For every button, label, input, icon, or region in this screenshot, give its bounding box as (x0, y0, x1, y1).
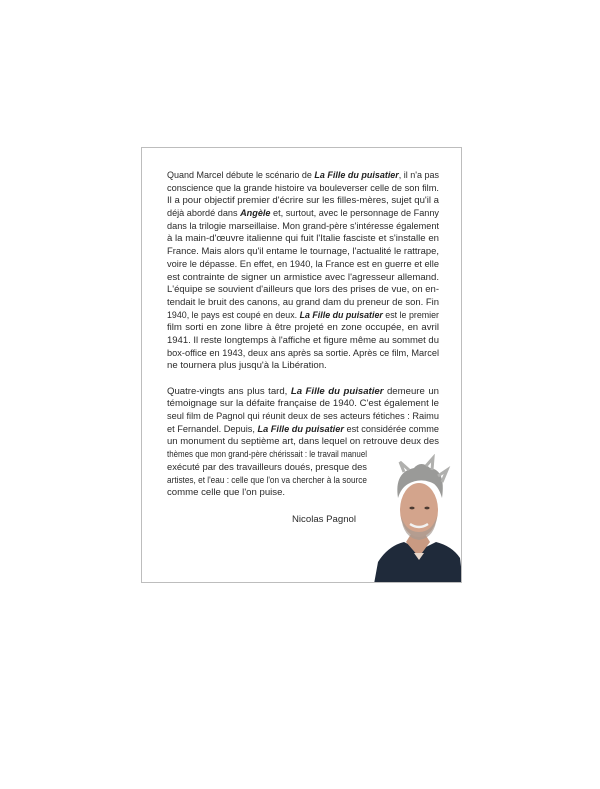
text-line-content (167, 170, 439, 183)
text-line-content (167, 297, 439, 310)
text-segment: L'équipe se souvient d'ailleurs que lors des prises de vue, on en- (167, 284, 440, 296)
text-line-content (167, 272, 439, 285)
text-line (167, 449, 367, 462)
text-segment: et Fernandel. Depuis, (167, 423, 258, 435)
text-segment: est considérée comme (343, 423, 439, 435)
text-line (167, 284, 439, 297)
text-line (167, 424, 439, 437)
text-line (167, 436, 439, 449)
text-line-content (167, 487, 285, 500)
film-title: Angèle (240, 208, 271, 220)
text-segment: , il n'a pas (398, 170, 440, 181)
text-line (167, 462, 367, 475)
text-line-content (167, 360, 327, 373)
text-line-content (167, 284, 439, 297)
film-title: La Fille du puisatier (257, 423, 344, 435)
text-segment: tendait le bruit des canons, au grand dam du preneur de son. Fin (167, 296, 440, 308)
text-segment: ne tournera plus jusqu'à la Libération. (167, 360, 327, 372)
text-segment: seul film de Pagnol qui réunit deux de ses acteurs fétiches : Raimu (167, 411, 439, 423)
text-segment: témoignage sur la défaite française de 1940. C'est également le (167, 398, 439, 410)
text-line (167, 297, 439, 310)
text-line-content (167, 462, 367, 475)
text-segment: film sorti en zone libre à être projeté en zone occupée, en avril (167, 322, 439, 334)
text-line (167, 475, 367, 488)
author-photo (374, 454, 462, 583)
text-segment: exécuté par des travailleurs doués, presque des (167, 461, 367, 473)
text-line-content (167, 436, 439, 449)
text-segment: 1941. Il reste longtemps à l'affiche et figure même au sommet du (167, 334, 439, 346)
text-line-content (167, 322, 439, 335)
text-line (167, 233, 439, 246)
text-line (167, 348, 439, 361)
text-line (167, 398, 439, 411)
text-segment: conscience que la grande histoire va bouleverser celle de son film. (167, 182, 440, 194)
text-segment: un monument du septième art, dans lequel on retrouve deux des (167, 436, 440, 448)
text-segment: France. Mais alors qu'il entame le tournage, l'actualité le rattrape, (167, 246, 439, 258)
text-line (167, 246, 439, 259)
text-line (167, 310, 439, 323)
text-line-content (167, 195, 439, 208)
text-line-content (167, 233, 439, 246)
film-title: La Fille du puisatier (299, 309, 383, 321)
author-signature: Nicolas Pagnol (292, 514, 356, 525)
text-line-content (167, 259, 439, 272)
paragraph-gap (167, 373, 439, 386)
body-text (167, 170, 439, 500)
text-segment: comme celle que l'on puise. (167, 487, 286, 499)
text-segment: est le premier (382, 309, 439, 321)
text-segment: à la main-d'œuvre italienne qui fuit l'Italie fasciste et s'installe en (167, 233, 439, 245)
text-line (167, 272, 439, 285)
text-segment: 1940, le pays est coupé en deux. (167, 309, 300, 321)
text-line-content (167, 310, 439, 323)
text-line (167, 487, 367, 500)
text-line (167, 183, 439, 196)
text-line-content (167, 183, 439, 196)
text-line-content (167, 246, 439, 259)
text-line (167, 386, 439, 399)
text-segment: est contrainte de signer un armistice avec l'agresseur allemand. (167, 271, 440, 283)
text-segment: et, surtout, avec le personnage de Fanny (270, 208, 439, 220)
text-line (167, 360, 439, 373)
text-line (167, 170, 439, 183)
text-line-content (167, 475, 367, 488)
text-line (167, 208, 439, 221)
text-line-content (167, 221, 439, 234)
text-segment: artistes, et l'eau : celle que l'on va chercher à la source (167, 474, 367, 486)
text-segment: Quand Marcel débute le scénario de (167, 170, 315, 181)
text-line-content (167, 449, 367, 462)
text-line (167, 259, 439, 272)
text-segment: demeure un (383, 385, 440, 397)
book-page (141, 147, 462, 583)
text-line-content (167, 335, 439, 348)
text-segment: thèmes que mon grand-père chérissait : le travail manuel (167, 449, 368, 461)
text-segment: box-office en 1943, deux ans après sa sortie. Après ce film, Marcel (167, 347, 440, 359)
film-title: La Fille du puisatier (290, 385, 384, 397)
text-line-content (167, 424, 439, 437)
film-title: La Fille du puisatier (314, 170, 399, 181)
text-line (167, 335, 439, 348)
text-line-content (167, 348, 439, 361)
text-line (167, 221, 439, 234)
text-line (167, 411, 439, 424)
text-segment: voire le dépasse. En effet, en 1940, la France est en guerre et elle (167, 258, 439, 270)
text-segment: Quatre-vingts ans plus tard, (167, 385, 291, 397)
text-segment: Il a pour objectif premier d'écrire sur les filles-mères, sujet qu'il a (167, 195, 439, 207)
text-line (167, 195, 439, 208)
text-line-content (167, 411, 439, 424)
text-segment: dans la trilogie marseillaise. Mon grand-père s'intéresse également (167, 220, 440, 232)
text-line (167, 322, 439, 335)
text-line-content (167, 208, 439, 221)
text-segment: déjà abordé dans (167, 208, 241, 220)
text-line-content (167, 386, 439, 399)
text-line-content (167, 398, 439, 411)
